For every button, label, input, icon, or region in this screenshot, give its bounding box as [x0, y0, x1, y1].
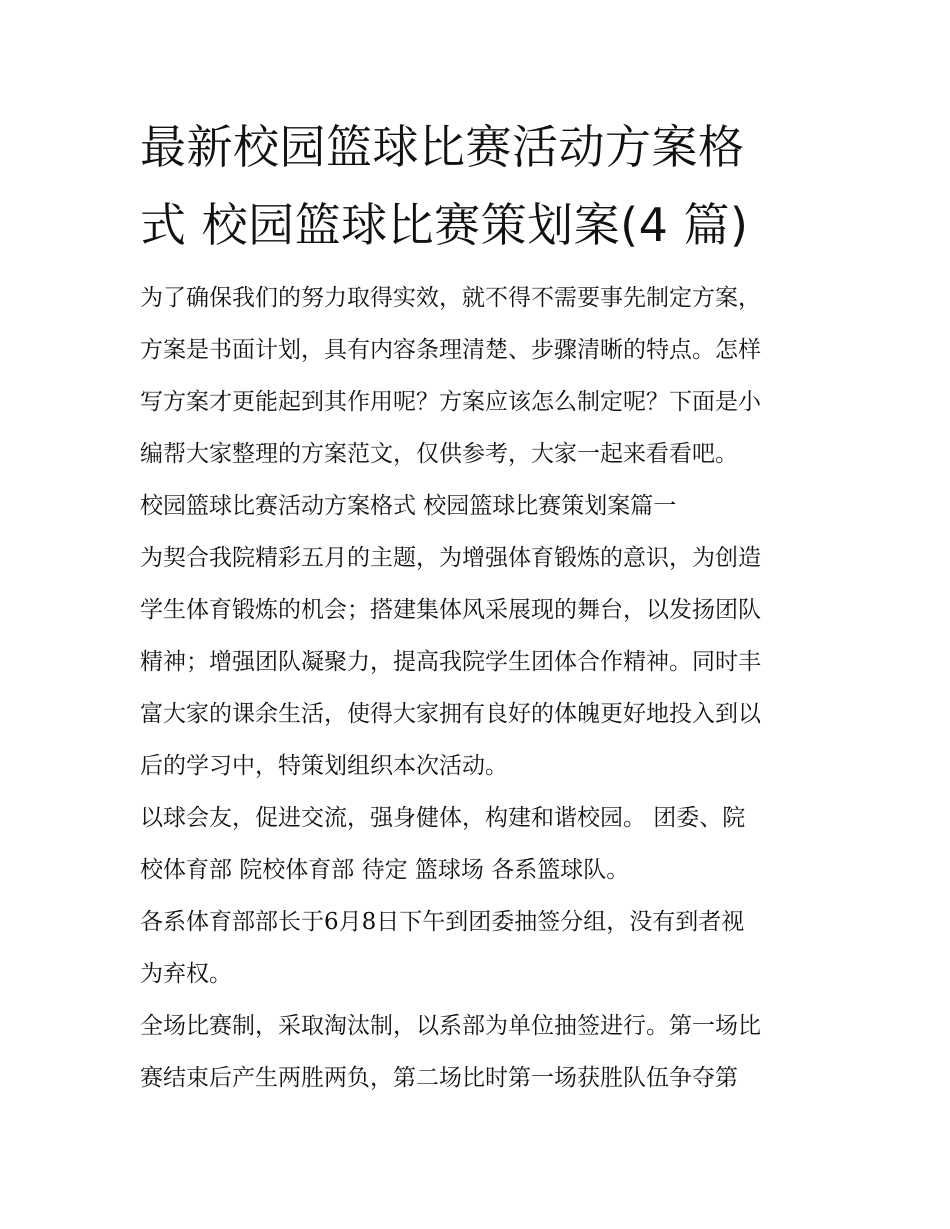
document-body: [140, 272, 815, 1104]
body-line: 为了确保我们的努力取得实效，就不得不需要事先制定方案，: [140, 285, 761, 311]
body-line: 为契合我院精彩五月的主题，为增强体育锻炼的意识，为创造: [140, 545, 761, 571]
body-line: 编帮大家整理的方案范文，仅供参考，大家一起来看看吧。: [140, 441, 738, 467]
body-line: 校体育部 院校体育部 待定 篮球场 各系篮球队。: [140, 857, 630, 883]
body-line: 各系体育部部长于6月8日下午到团委抽签分组，没有到者视: [140, 909, 745, 935]
section-heading: 校园篮球比赛活动方案格式 校园篮球比赛策划案篇一: [140, 493, 677, 519]
body-line: 富大家的课余生活，使得大家拥有良好的体魄更好地投入到以: [140, 701, 761, 727]
body-line: 方案是书面计划，具有内容条理清楚、步骤清晰的特点。怎样: [140, 337, 761, 363]
body-line: 为弃权。: [140, 961, 232, 987]
body-line: 写方案才更能起到其作用呢？方案应该怎么制定呢？下面是小: [140, 389, 761, 415]
body-line: 以球会友，促进交流，强身健体，构建和谐校园。 团委、院: [140, 805, 746, 831]
document-page: [140, 108, 815, 1104]
body-line: 学生体育锻炼的机会；搭建集体风采展现的舞台，以发扬团队: [140, 597, 761, 623]
body-line: 赛结束后产生两胜两负，第二场比时第一场获胜队伍争夺第: [140, 1065, 738, 1091]
body-line: 后的学习中，特策划组织本次活动。: [140, 753, 508, 779]
document-title: [140, 108, 815, 264]
title-line-1: 最新校园篮球比赛活动方案格: [140, 120, 745, 174]
body-line: 精神；增强团队凝聚力，提高我院学生团体合作精神。同时丰: [140, 649, 761, 675]
title-line-2: 式 校园篮球比赛策划案(4 篇): [140, 198, 749, 252]
body-line: 全场比赛制，采取淘汰制，以系部为单位抽签进行。第一场比: [140, 1013, 761, 1039]
